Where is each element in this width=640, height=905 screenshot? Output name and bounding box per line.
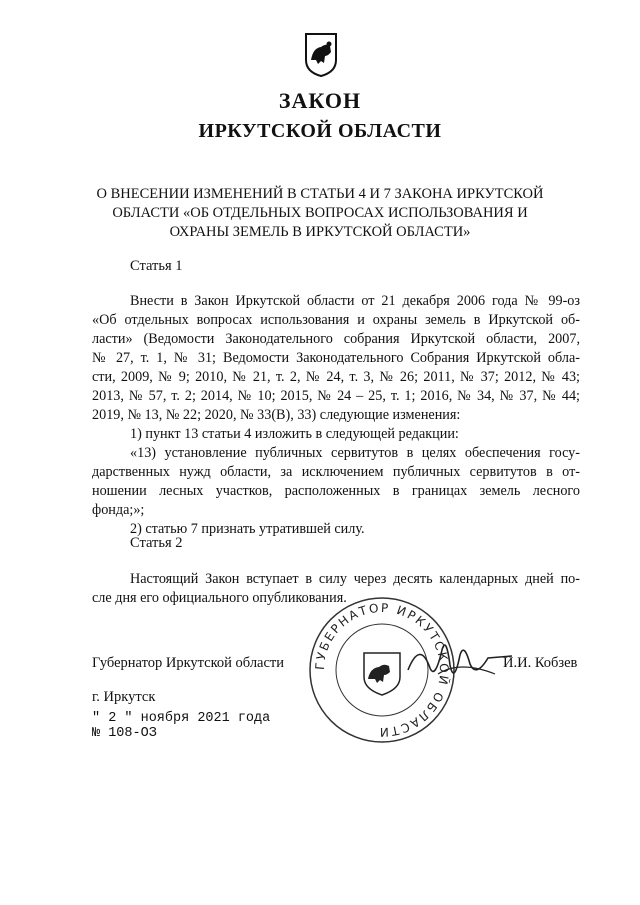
body-line: «Об отдельных вопросах использования и охраны земель в Иркутской об- — [92, 312, 580, 328]
law-date: " 2 " ноября 2021 года — [92, 711, 271, 726]
handwritten-signature — [400, 630, 520, 690]
law-number: № 108-ОЗ — [92, 726, 157, 741]
body-line: 2019, № 13, № 22; 2020, № 33(В), 33) следующие изменения: — [92, 407, 461, 423]
quote-line: фонда;»; — [92, 502, 145, 518]
city: г. Иркутск — [92, 689, 156, 705]
quote-line: дарственных нужд области, за исключением публичных сервитутов в от- — [92, 464, 580, 480]
region-title: ИРКУТСКОЙ ОБЛАСТИ — [198, 120, 442, 142]
law-subtitle — [90, 185, 550, 242]
body-line: Настоящий Закон вступает в силу через десять календарных дней по- — [130, 571, 580, 587]
list-item-1: 1) пункт 13 статьи 4 изложить в следующей редакции: — [130, 426, 459, 442]
subtitle-line: О ВНЕСЕНИИ ИЗМЕНЕНИЙ В СТАТЬИ 4 И 7 ЗАКОНА ИРКУТСКОЙ — [96, 186, 544, 202]
body-line: сти, 2009, № 9; 2010, № 21, т. 2, № 24, т. 3, № 26; 2011, № 37; 2012, № 43; — [92, 369, 580, 385]
subtitle-line: ОБЛАСТИ «ОБ ОТДЕЛЬНЫХ ВОПРОСАХ ИСПОЛЬЗОВАНИЯ И — [112, 205, 528, 221]
seal-text: ГУБЕРНАТОР ИРКУТСКОЙ ОБЛАСТИ — [312, 600, 452, 740]
quote-line: «13) установление публичных сервитутов в целях обеспечения госу- — [130, 445, 580, 461]
subtitle-line: ОХРАНЫ ЗЕМЕЛЬ В ИРКУТСКОЙ ОБЛАСТИ» — [169, 224, 471, 240]
coat-of-arms-icon — [304, 30, 338, 78]
article-2-heading: Статья 2 — [130, 535, 183, 551]
body-line: № 27, т. 1, № 31; Ведомости Законодательного Собрания Иркутской обла- — [92, 350, 580, 366]
quote-line: ношении лесных участков, расположенных в границах земель лесного — [92, 483, 580, 499]
body-line: 2013, № 57, т. 2; 2014, № 10; 2015, № 24 – 25, т. 1; 2016, № 34, № 37, № 44; — [92, 388, 580, 404]
body-line: сле дня его официального опубликования. — [92, 590, 347, 606]
body-line: Внести в Закон Иркутской области от 21 декабря 2006 года № 99-оз — [130, 293, 580, 309]
signatory-name: И.И. Кобзев — [503, 655, 578, 671]
date-and-number — [92, 711, 270, 741]
list-item-2: 2) статью 7 признать утратившей силу. — [130, 521, 365, 537]
law-title: ЗАКОН — [278, 88, 362, 113]
signatory-role: Губернатор Иркутской области — [92, 655, 285, 671]
article-1-body — [92, 292, 580, 539]
body-line: ласти» (Ведомости Законодательного собрания Иркутской области, 2007, — [92, 331, 580, 347]
article-1-heading: Статья 1 — [130, 258, 183, 274]
